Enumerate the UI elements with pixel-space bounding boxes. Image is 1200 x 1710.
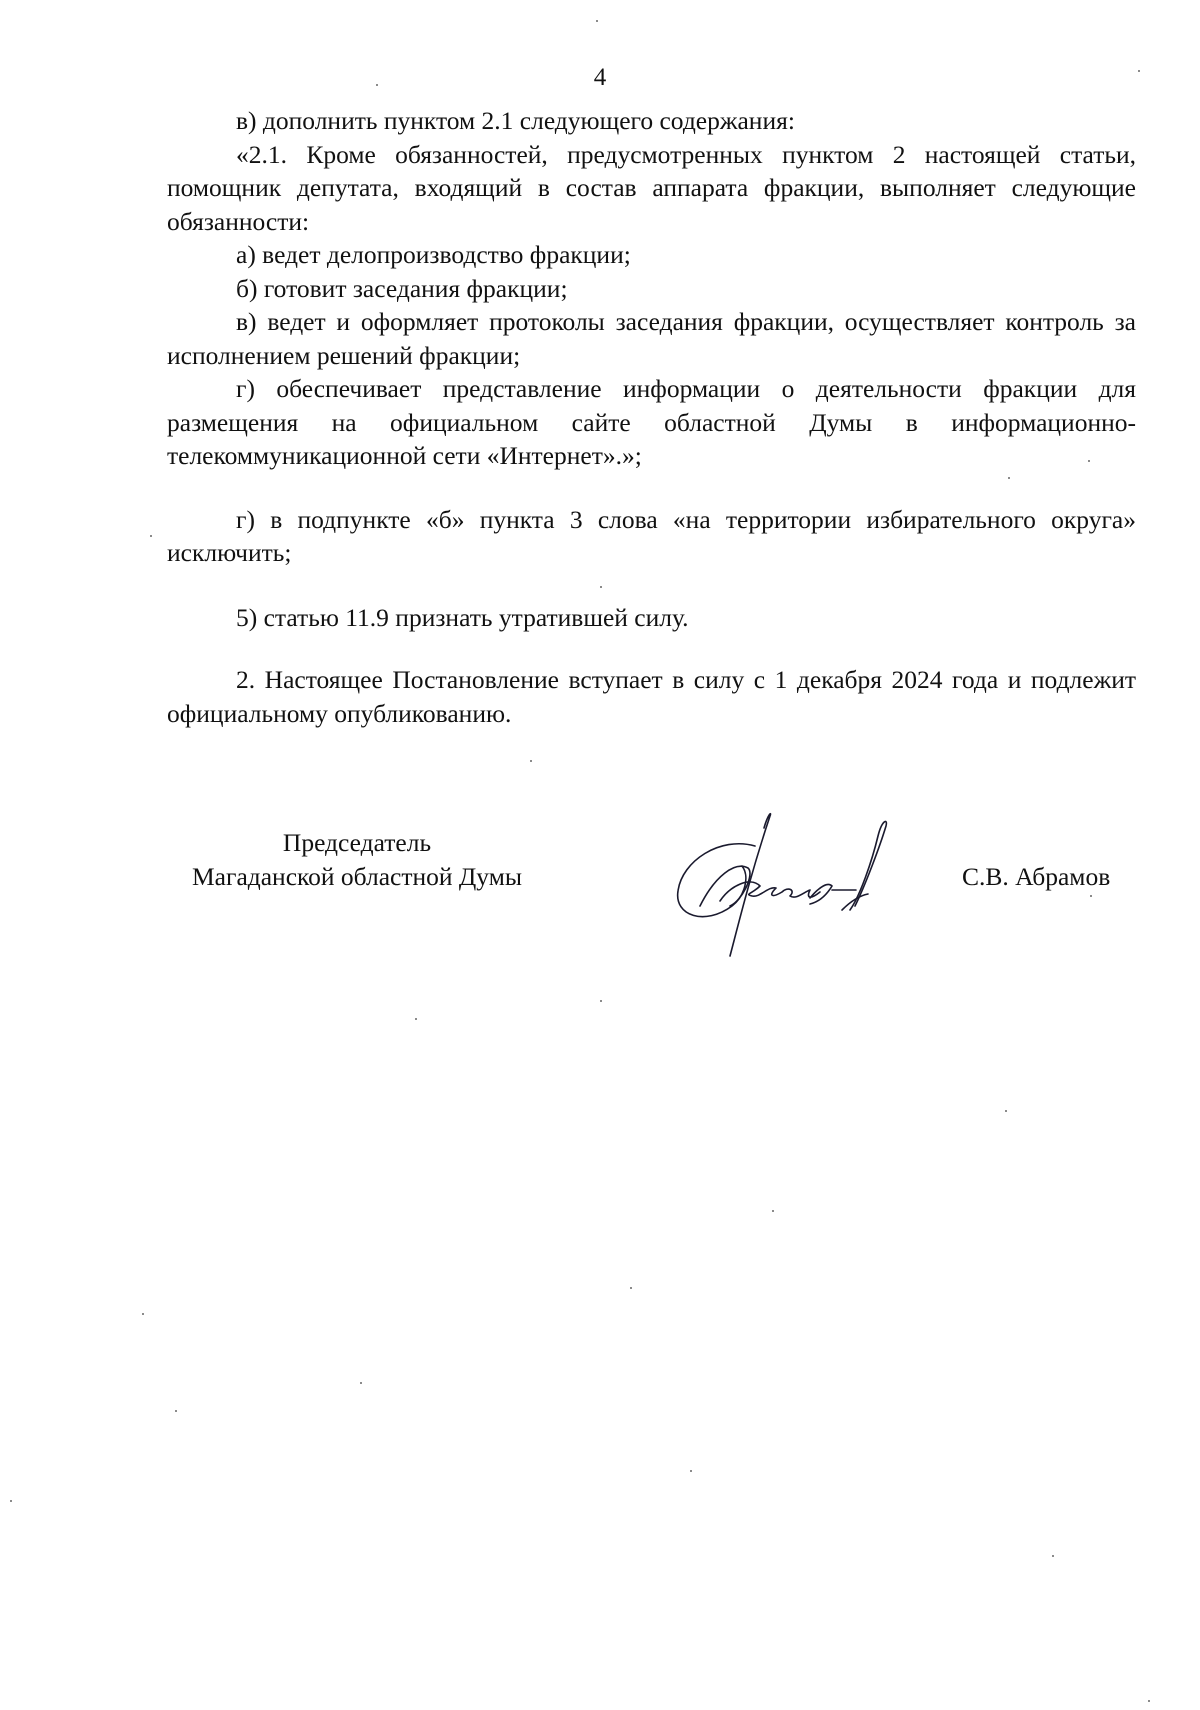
signatory-name: С.В. Абрамов	[962, 862, 1111, 891]
paragraph-effective-date: 2. Настоящее Постановление вступает в силу с 1 декабря 2024 года и подлежит официальному опубликованию.	[167, 665, 1136, 728]
document-body	[167, 104, 1136, 730]
scan-speck	[530, 760, 532, 762]
handwritten-signature	[660, 806, 890, 966]
scan-speck	[1148, 1700, 1150, 1702]
paragraph-item-5: 5) статью 11.9 признать утратившей силу.	[236, 602, 689, 632]
paragraph-amend-g: г) в подпункте «б» пункта 3 слова «на территории избирательного округа» исключить;	[167, 504, 1136, 567]
signatory-title-line1: Председатель	[282, 828, 432, 857]
signatory-title-line2: Магаданской областной Думы	[192, 862, 522, 891]
scan-speck	[1138, 70, 1140, 72]
paragraph-item-v: в) ведет и оформляет протоколы заседания фракции, осуществляет контроль за исполнением решений фракции;	[167, 307, 1136, 370]
scan-speck	[376, 84, 378, 86]
scan-speck	[600, 1000, 602, 1002]
scan-speck	[630, 1287, 632, 1289]
scan-speck	[360, 1382, 362, 1384]
scan-speck	[690, 1470, 692, 1472]
signature-block	[0, 826, 1200, 976]
paragraph-item-g: г) обеспечивает представление информации о деятельности фракции для размещения на официальном сайте областной Думы в информационно-телекоммуникационной сети «Интернет».»;	[167, 374, 1136, 470]
scan-speck	[1090, 895, 1092, 897]
scan-speck	[772, 1210, 774, 1212]
paragraph-item-b: б) готовит заседания фракции;	[236, 273, 568, 303]
paragraph-2-1-intro: «2.1. Кроме обязанностей, предусмотренных пунктом 2 настоящей статьи, помощник депутата, входящий в состав аппарата фракции, выполняет следующие обязанности:	[167, 139, 1136, 236]
scan-speck	[1005, 1110, 1007, 1112]
scan-speck	[142, 1313, 144, 1315]
paragraph-item-a: а) ведет делопроизводство фракции;	[236, 240, 631, 269]
scan-speck	[596, 20, 598, 22]
scan-speck	[10, 1500, 12, 1502]
scan-speck	[600, 586, 602, 588]
signatory-title	[172, 826, 542, 894]
scan-speck	[1088, 460, 1090, 462]
scan-speck	[1008, 477, 1010, 479]
scan-speck	[415, 1018, 417, 1020]
scan-speck	[175, 1410, 177, 1412]
scan-speck	[1052, 1555, 1054, 1557]
paragraph-amend-v: в) дополнить пунктом 2.1 следующего содержания:	[236, 106, 795, 135]
scan-speck	[150, 535, 152, 537]
page-number: 4	[593, 64, 607, 91]
